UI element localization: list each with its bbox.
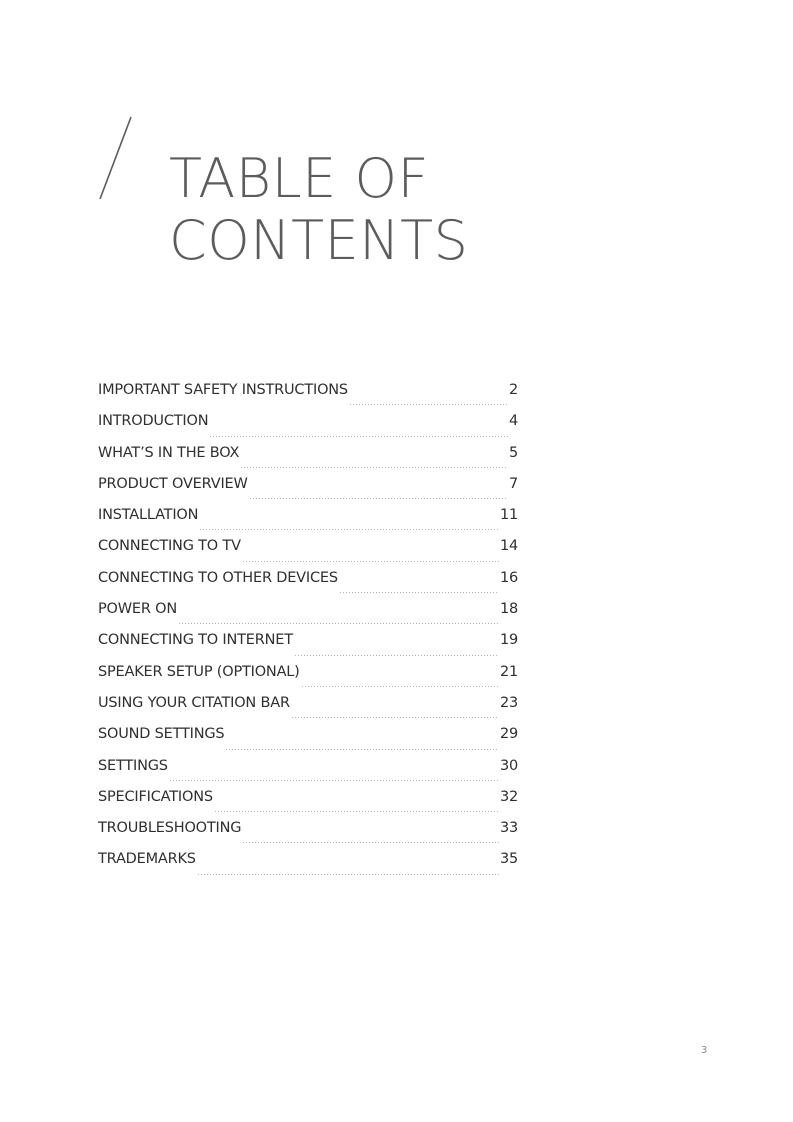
toc-leader-dots [214, 811, 499, 812]
toc-entry-page: 32 [499, 788, 518, 805]
toc-leader-dots [169, 780, 499, 781]
toc-entry-page: 33 [499, 820, 518, 837]
toc-entry-label: SPEAKER SETUP (OPTIONAL) [98, 663, 300, 680]
toc-entry[interactable] [98, 538, 518, 569]
toc-entry-page: 4 [508, 413, 518, 430]
page-number: 3 [701, 1045, 708, 1056]
toc-entry[interactable] [98, 820, 518, 851]
toc-entry-label: INTRODUCTION [98, 413, 209, 430]
toc-entry-label: CONNECTING TO INTERNET [98, 632, 293, 649]
toc-entry-label: USING YOUR CITATION BAR [98, 694, 290, 711]
toc-entry-label: CONNECTING TO OTHER DEVICES [98, 569, 338, 586]
toc-entry[interactable] [98, 601, 518, 632]
toc-entry-page: 21 [499, 663, 518, 680]
toc-leader-dots [209, 436, 508, 437]
toc-entry-label: CONNECTING TO TV [98, 538, 241, 555]
toc-entry-page: 5 [508, 444, 518, 461]
toc-entry[interactable] [98, 789, 518, 820]
toc-entry[interactable] [98, 570, 518, 601]
toc-entry-label: IMPORTANT SAFETY INSTRUCTIONS [98, 382, 348, 398]
toc-entry[interactable] [98, 476, 518, 507]
toc-entry-label: WHAT’S IN THE BOX [98, 444, 240, 461]
toc-entry-page: 7 [508, 475, 518, 492]
toc-entry-page: 35 [499, 851, 518, 868]
toc-leader-dots [249, 498, 508, 499]
slash-decoration [98, 116, 138, 200]
toc-leader-dots [291, 717, 499, 718]
toc-entry-page: 19 [499, 632, 518, 649]
toc-entry[interactable] [98, 632, 518, 663]
toc-leader-dots [178, 623, 499, 624]
toc-leader-dots [240, 467, 508, 468]
toc-entry-page: 14 [499, 538, 518, 555]
toc-entry[interactable] [98, 382, 518, 413]
toc-entry[interactable] [98, 445, 518, 476]
toc-entry-page: 23 [499, 694, 518, 711]
toc-entry[interactable] [98, 507, 518, 538]
toc-entry[interactable] [98, 726, 518, 757]
toc-entry-page: 29 [499, 726, 518, 743]
toc-leader-dots [339, 592, 499, 593]
toc-entry-page: 18 [499, 601, 518, 618]
toc-entry-page: 11 [499, 507, 518, 524]
toc-entry[interactable] [98, 664, 518, 695]
toc-entry-label: TROUBLESHOOTING [98, 820, 242, 837]
toc-entry-label: INSTALLATION [98, 507, 199, 524]
toc-entry-label: PRODUCT OVERVIEW [98, 475, 248, 492]
toc-entry-label: SETTINGS [98, 757, 168, 774]
toc-leader-dots [301, 686, 499, 687]
toc-entry-page: 16 [499, 569, 518, 586]
toc-leader-dots [199, 529, 499, 530]
toc-leader-dots [197, 874, 499, 875]
toc-leader-dots [294, 655, 499, 656]
toc-entry-label: SPECIFICATIONS [98, 788, 213, 805]
toc-entry[interactable] [98, 413, 518, 444]
toc-entry[interactable] [98, 758, 518, 789]
toc-entry-label: POWER ON [98, 601, 177, 618]
toc-leader-dots [349, 404, 508, 405]
toc-entry[interactable] [98, 695, 518, 726]
title-line-2: CONTENTS [169, 209, 469, 272]
toc-leader-dots [242, 842, 499, 843]
toc-entry-label: TRADEMARKS [98, 851, 196, 868]
toc-leader-dots [225, 749, 498, 750]
toc-entry[interactable] [98, 851, 518, 882]
title-line-1: TABLE OF [169, 147, 430, 210]
table-of-contents [98, 382, 518, 883]
toc-entry-page: 30 [499, 757, 518, 774]
toc-leader-dots [242, 561, 499, 562]
page-title [169, 148, 468, 272]
toc-entry-label: SOUND SETTINGS [98, 726, 225, 743]
toc-entry-page: 2 [508, 382, 518, 398]
